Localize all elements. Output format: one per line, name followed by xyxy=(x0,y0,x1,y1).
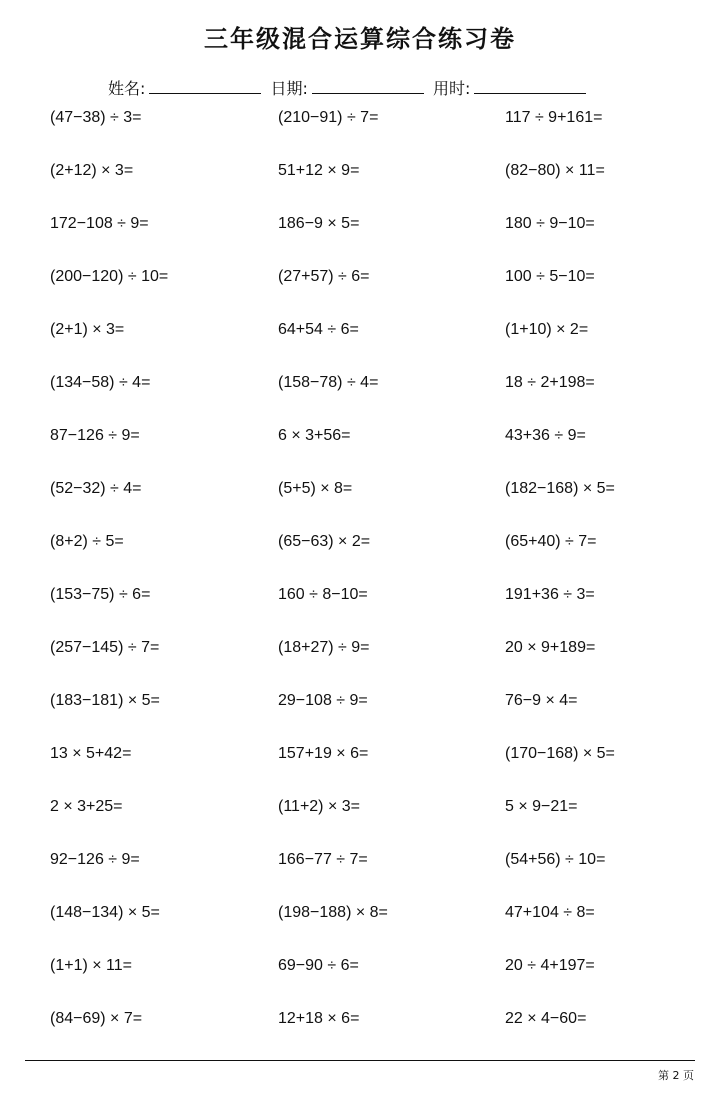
footer-divider xyxy=(25,1060,695,1061)
problem-item: (210−91) ÷ 7= xyxy=(278,109,379,126)
problem-item: (1+1) × 11= xyxy=(50,957,132,974)
problem-item: 166−77 ÷ 7= xyxy=(278,851,368,868)
problem-item: 6 × 3+56= xyxy=(278,427,351,444)
problem-item: 100 ÷ 5−10= xyxy=(505,268,595,285)
problem-item: 69−90 ÷ 6= xyxy=(278,957,359,974)
problem-item: (52−32) ÷ 4= xyxy=(50,480,142,497)
problem-item: 64+54 ÷ 6= xyxy=(278,321,359,338)
problem-item: (47−38) ÷ 3= xyxy=(50,109,142,126)
problem-item: 172−108 ÷ 9= xyxy=(50,215,149,232)
problem-item: 92−126 ÷ 9= xyxy=(50,851,140,868)
problem-item: 29−108 ÷ 9= xyxy=(278,692,368,709)
problem-item: (1+10) × 2= xyxy=(505,321,589,338)
problem-item: (153−75) ÷ 6= xyxy=(50,586,151,603)
problem-item: 191+36 ÷ 3= xyxy=(505,586,595,603)
problem-item: 20 ÷ 4+197= xyxy=(505,957,595,974)
problem-item: 51+12 × 9= xyxy=(278,162,360,179)
page-number: 第 2 页 xyxy=(658,1069,694,1082)
problem-item: (134−58) ÷ 4= xyxy=(50,374,151,391)
problem-item: (200−120) ÷ 10= xyxy=(50,268,169,285)
problem-item: 2 × 3+25= xyxy=(50,798,123,815)
problem-item: 20 × 9+189= xyxy=(505,639,596,656)
problem-item: 157+19 × 6= xyxy=(278,745,369,762)
problem-item: 76−9 × 4= xyxy=(505,692,578,709)
problem-item: (84−69) × 7= xyxy=(50,1010,143,1027)
problem-item: (182−168) × 5= xyxy=(505,480,615,497)
date-blank[interactable] xyxy=(312,78,424,94)
time-blank[interactable] xyxy=(474,78,586,94)
name-label: 姓名: xyxy=(108,79,146,98)
problem-item: 22 × 4−60= xyxy=(505,1010,587,1027)
student-info-row xyxy=(108,78,590,100)
problem-item: 12+18 × 6= xyxy=(278,1010,360,1027)
problem-item: (257−145) ÷ 7= xyxy=(50,639,160,656)
problem-item: 5 × 9−21= xyxy=(505,798,578,815)
problem-item: (2+1) × 3= xyxy=(50,321,125,338)
page-title: 三年级混合运算综合练习卷 xyxy=(204,25,516,53)
name-blank[interactable] xyxy=(149,78,261,94)
problem-item: 13 × 5+42= xyxy=(50,745,132,762)
date-field[interactable] xyxy=(271,78,424,100)
problem-item: 160 ÷ 8−10= xyxy=(278,586,368,603)
problem-item: 18 ÷ 2+198= xyxy=(505,374,595,391)
problem-item: (2+12) × 3= xyxy=(50,162,134,179)
problem-item: 117 ÷ 9+161= xyxy=(505,109,603,126)
problem-item: (82−80) × 11= xyxy=(505,162,605,179)
problem-item: 43+36 ÷ 9= xyxy=(505,427,586,444)
problem-item: 87−126 ÷ 9= xyxy=(50,427,140,444)
problem-item: (158−78) ÷ 4= xyxy=(278,374,379,391)
problem-item: 47+104 ÷ 8= xyxy=(505,904,595,921)
problem-item: (27+57) ÷ 6= xyxy=(278,268,370,285)
problem-item: (65+40) ÷ 7= xyxy=(505,533,597,550)
problem-item: (148−134) × 5= xyxy=(50,904,160,921)
problem-item: (11+2) × 3= xyxy=(278,798,360,815)
problem-item: (5+5) × 8= xyxy=(278,480,353,497)
name-field[interactable] xyxy=(108,78,261,100)
problem-item: (65−63) × 2= xyxy=(278,533,371,550)
problem-grid xyxy=(0,104,720,1034)
problem-item: (170−168) × 5= xyxy=(505,745,615,762)
problem-item: (8+2) ÷ 5= xyxy=(50,533,124,550)
problem-item: (54+56) ÷ 10= xyxy=(505,851,606,868)
date-label: 日期: xyxy=(270,79,308,98)
problem-item: (18+27) ÷ 9= xyxy=(278,639,370,656)
problem-item: (198−188) × 8= xyxy=(278,904,388,921)
problem-item: 180 ÷ 9−10= xyxy=(505,215,595,232)
problem-item: 186−9 × 5= xyxy=(278,215,360,232)
problem-item: (183−181) × 5= xyxy=(50,692,160,709)
time-field[interactable] xyxy=(433,78,586,100)
time-label: 用时: xyxy=(433,79,471,98)
